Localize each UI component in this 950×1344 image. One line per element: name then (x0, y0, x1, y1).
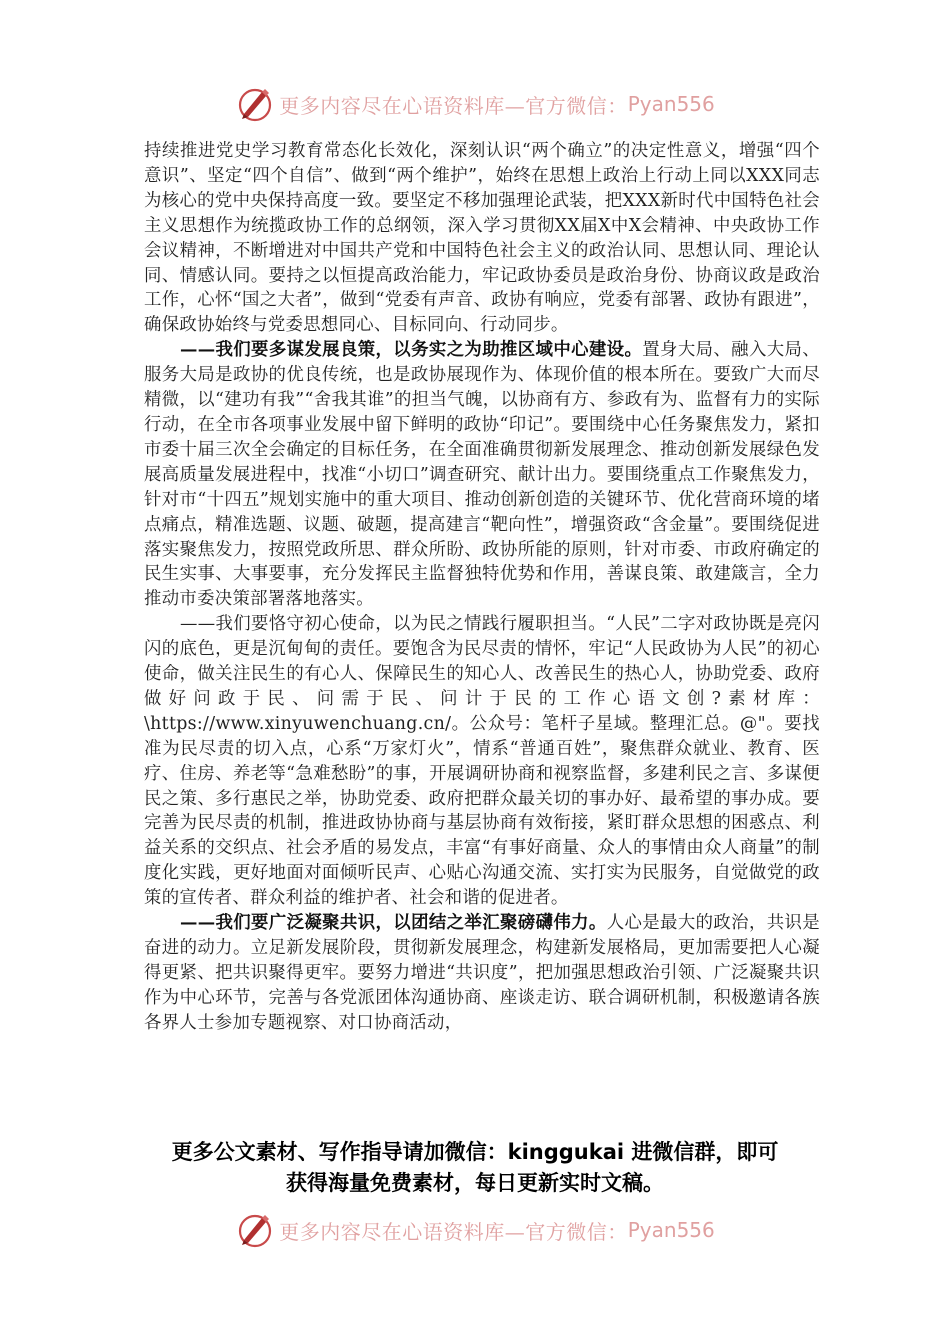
pen-logo-icon (235, 84, 275, 124)
paragraph-2-text: 置身大局、融入大局、服务大局是政协的优良传统，也是政协展现作为、体现价值的根本所在。要致广大而尽精微，以“建功有我”“舍我其谁”的担当气魄，以协商有方、参政有为、监督有力的实际行动，在全市各项事业发展中留下鲜明的政协“印记”。要围绕中心任务聚焦发力，紧扣市委十届三次全会确定的目标任务，在全面准确贯彻新发展理念、推动创新发展绿色发展高质量发展进程中，找准“小切口”调查研究、献计出力。要围绕重点工作聚焦发力，针对市“十四五”规划实施中的重大项目、推动创新创造的关键环节、优化营商环境的堵点痛点，精准选题、议题、破题，提高建言“靶向性”，增强资政“含金量”。要围绕促进落实聚焦发力，按照党政所思、群众所盼、政协所能的原则，针对市委、市政府确定的民生实事、大事要事，充分发挥民主监督独特优势和作用，善谋良策、敢建箴言，全力推动市委决策部署落地落实。 (144, 340, 820, 610)
paragraph-2 (144, 338, 820, 612)
banner-text: 更多内容尽在心语资料库—官方微信： (279, 1219, 628, 1244)
banner-wechat-id: Pyan556 (627, 1218, 715, 1242)
paragraph-1 (144, 139, 820, 338)
paragraph-3-text: ——我们要恪守初心使命，以为民之情践行履职担当。“人民”二字对政协既是亮闪闪的底色，更是沉甸甸的责任。要饱含为民尽责的情怀，牢记“人民政协为人民”的初心使命，做关注民生的有心人、保障民生的知心人、改善民生的热心人，协助党委、政府做好问政于民、问需于民、问计于民的工作心语文创?素材库：\https://www.xinyuwenchuang.cn/。公众号：笔杆子星域。整理汇总。@"。要找准为民尽责的切入点，心系“万家灯火”，情系“普通百姓”，聚焦群众就业、教育、医疗、住房、养老等“急难愁盼”的事，开展调研协商和视察监督，多建利民之言、多谋便民之策、多行惠民之举，协助党委、政府把群众最关切的事办好、最希望的事办成。要完善为民尽责的机制，推进政协协商与基层协商有效衔接，紧盯群众思想的困惑点、利益关系的交织点、社会矛盾的易发点，丰富“有事好商量、众人的事情由众人商量”的制度化实践，更好地面对面倾听民声、心贴心沟通交流、实打实为民服务，自觉做党的政策的宣传者、群众利益的维护者、社会和谐的促进者。 (144, 614, 820, 909)
promo-notice (100, 1137, 850, 1199)
paragraph-4 (144, 911, 820, 1036)
paragraph-3 (144, 612, 820, 911)
pen-logo-icon (235, 1210, 275, 1250)
paragraph-1-text: 持续推进党史学习教育常态化长效化，深刻认识“两个确立”的决定性意义，增强“四个意识”、坚定“四个自信”、做到“两个维护”，始终在思想上政治上行动上同以XXX同志为核心的党中央保持高度一致。要坚定不移加强理论武装，把XXX新时代中国特色社会主义思想作为统揽政协工作的总纲领，深入学习贯彻XX届X中X会精神、中央政协工作会议精神，不断增进对中国共产党和中国特色社会主义的政治认同、思想认同、理论认同、情感认同。要持之以恒提高政治能力，牢记政协委员是政治身份、协商议政是政治工作，心怀“国之大者”，做到“党委有声音、政协有响应，党委有部署、政协有跟进”，确保政协始终与党委思想同心、目标同向、行动同步。 (144, 141, 820, 336)
paragraph-4-heading: ——我们要广泛凝聚共识，以团结之举汇聚磅礴伟力。 (180, 913, 607, 934)
banner-text: 更多内容尽在心语资料库—官方微信： (279, 93, 628, 118)
header-banner (0, 82, 950, 126)
article-body (144, 139, 820, 1036)
paragraph-2-heading: ——我们要多谋发展良策，以务实之为助推区域中心建设。 (180, 340, 643, 361)
paragraph-4-text: 人心是最大的政治，共识是奋进的动力。立足新发展阶段，贯彻新发展理念，构建新发展格局，更加需要把人心凝得更紧、把共识聚得更牢。要努力增进“共识度”，把加强思想政治引领、广泛凝聚共识作为中心环节，完善与各党派团体沟通协商、座谈走访、联合调研机制，积极邀请各族各界人士参加专题视察、对口协商活动， (144, 913, 821, 1033)
banner-wechat-id: Pyan556 (627, 92, 715, 116)
promo-line-2: 获得海量免费素材，每日更新实时文稿。 (286, 1171, 664, 1195)
promo-line-1: 更多公文素材、写作指导请加微信：kinggukai 进微信群，即可 (171, 1140, 779, 1164)
footer-banner (0, 1208, 950, 1252)
